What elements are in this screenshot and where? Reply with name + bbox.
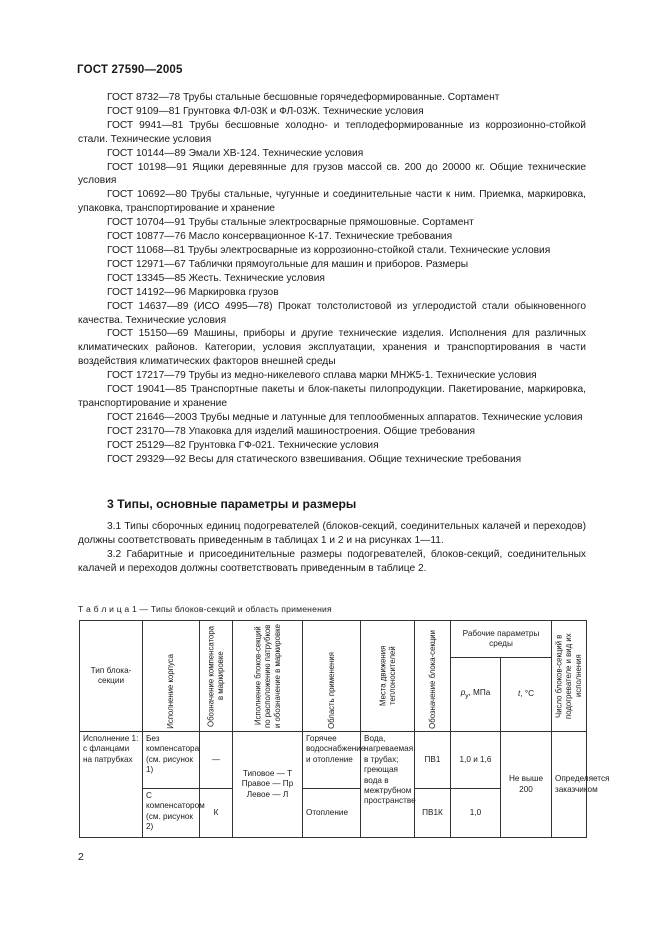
cell-temperature: Не выше 200	[501, 732, 552, 838]
table-header-row	[80, 621, 587, 658]
cell-body-2: С компенсатором (см. рисунок 2)	[143, 789, 200, 838]
header-compensator: Обозначение компенсатора в маркировке	[200, 621, 233, 732]
cell-application-1: Горячее водоснабжение и отопление	[303, 732, 361, 789]
header-designation: Обозначение блока-секции	[415, 621, 451, 732]
reference-item: ГОСТ 12971—67 Таблички прямоугольные для машин и приборов. Размеры	[107, 258, 469, 270]
paragraph-3-1: 3.1 Типы сборочных единиц подогревателей (блоков-секций, соединительных калачей и переходов) должны соответствовать приведенным в таблицах 1 и 2 и на рисунках 1—11.	[78, 521, 586, 547]
cell-application-2: Отопление	[303, 789, 361, 838]
reference-item: ГОСТ 29329—92 Весы для статического взвешивания. Общие технические требования	[107, 453, 522, 465]
reference-item: ГОСТ 25129—82 Грунтовка ГФ-021. Технические условия	[107, 439, 379, 451]
reference-item: ГОСТ 10144—89 Эмали ХВ-124. Технические условия	[107, 147, 364, 159]
cell-comp-1: —	[200, 732, 233, 789]
reference-item: ГОСТ 19041—85 Транспортные пакеты и блок-пакеты пилопродукции. Пакетирование, маркировка, транспортирование и хранение	[78, 384, 586, 409]
reference-item: ГОСТ 23170—78 Упаковка для изделий машиностроения. Общие требования	[107, 425, 476, 437]
table-row	[80, 732, 587, 789]
cell-pressure-1: 1,0 и 1,6	[451, 732, 501, 789]
page-number: 2	[78, 851, 84, 863]
reference-item: ГОСТ 8732—78 Трубы стальные бесшовные горячедеформированные. Сортамент	[107, 92, 500, 103]
reference-item: ГОСТ 9109—81 Грунтовка ФЛ-03К и ФЛ-03Ж. Технические условия	[107, 105, 424, 117]
reference-item: ГОСТ 21646—2003 Трубы медные и латунные для теплообменных аппаратов. Технические условия	[107, 411, 583, 423]
reference-item: ГОСТ 14637—89 (ИСО 4995—78) Прокат толстолистовой из углеродистой стали обыкновенного качества. Технические условия	[78, 300, 586, 326]
cell-pressure-2: 1,0	[451, 789, 501, 838]
reference-item: ГОСТ 11068—81 Трубы электросварные из коррозионно-стойкой стали. Технические условия	[107, 244, 551, 256]
cell-designation-1: ПВ1	[415, 732, 451, 789]
header-application: Область применения	[303, 621, 361, 732]
reference-item: ГОСТ 13345—85 Жесть. Технические условия	[107, 272, 325, 284]
section-title: 3 Типы, основные параметры и размеры	[107, 497, 357, 511]
header-count: Число блоков-секций в подогревателе и вид их исполнения	[552, 621, 587, 732]
cell-designation-2: ПВ1К	[415, 789, 451, 838]
header-temperature: t, °С	[501, 658, 552, 732]
reference-item: ГОСТ 10877—76 Масло консервационное К-17. Технические требования	[107, 231, 453, 243]
table-caption: Т а б л и ц а 1 — Типы блоков-секций и область применения	[78, 604, 332, 614]
reference-item: ГОСТ 10704—91 Трубы стальные электросварные прямошовные. Сортамент	[107, 217, 474, 229]
cell-count: Определяется заказчиком	[552, 732, 587, 838]
paragraph-3-2: 3.2 Габаритные и присоединительные размеры подогревателей, блоков-секций, соединительных калачей и переходов должны соответствовать приведенным в таблице 2.	[78, 549, 586, 575]
header-body: Исполнение корпуса	[143, 621, 200, 732]
reference-item: ГОСТ 10692—80 Трубы стальные, чугунные и соединительные части к ним. Приемка, маркировка, упаковка, транспортирование и хранение	[78, 189, 586, 215]
normative-references-list	[78, 91, 586, 466]
header-work-params: Рабочие параметры среды	[451, 621, 552, 658]
reference-item: ГОСТ 15150—69 Машины, приборы и другие технические изделия. Исполнения для различных климатических районов. Категории, условия эксплуатации, хранения и транспортирования в части воздействия климатических факторов внешней среды	[78, 328, 586, 368]
reference-item: ГОСТ 14192—96 Маркировка грузов	[107, 286, 279, 298]
header-pressure: $p_у$, МПа	[451, 658, 501, 732]
header-type: Тип блока-секции	[80, 621, 143, 732]
header-flow: Места движения теплоносителей	[361, 621, 415, 732]
page-header: ГОСТ 27590—2005	[77, 64, 183, 76]
cell-comp-2: К	[200, 789, 233, 838]
reference-item: ГОСТ 10198—91 Ящики деревянные для грузов массой св. 200 до 20000 кг. Общие технические условия	[78, 161, 586, 187]
cell-type: Исполнение 1: с фланцами на патрубках	[80, 732, 143, 838]
reference-item: ГОСТ 17217—79 Трубы из медно-никелевого сплава марки МНЖ5-1. Технические условия	[107, 370, 537, 382]
reference-item: ГОСТ 9941—81 Трубы бесшовные холодно- и теплодеформированные из коррозионно-стойкой стали. Технические условия	[78, 119, 586, 145]
header-pipe-arrangement: Исполнение блоков-секций по расположению патрубков и обозначение в маркировке	[233, 621, 303, 732]
cell-pipe-arrangement: Типовое — Т Правое — Пр Левое — Л	[233, 732, 303, 838]
cell-body-1: Без компенсатора (см. рисунок 1)	[143, 732, 200, 789]
types-table	[79, 620, 610, 838]
cell-flow: Вода, нагреваемая в трубах; греющая вода в межтрубном пространстве	[361, 732, 415, 838]
